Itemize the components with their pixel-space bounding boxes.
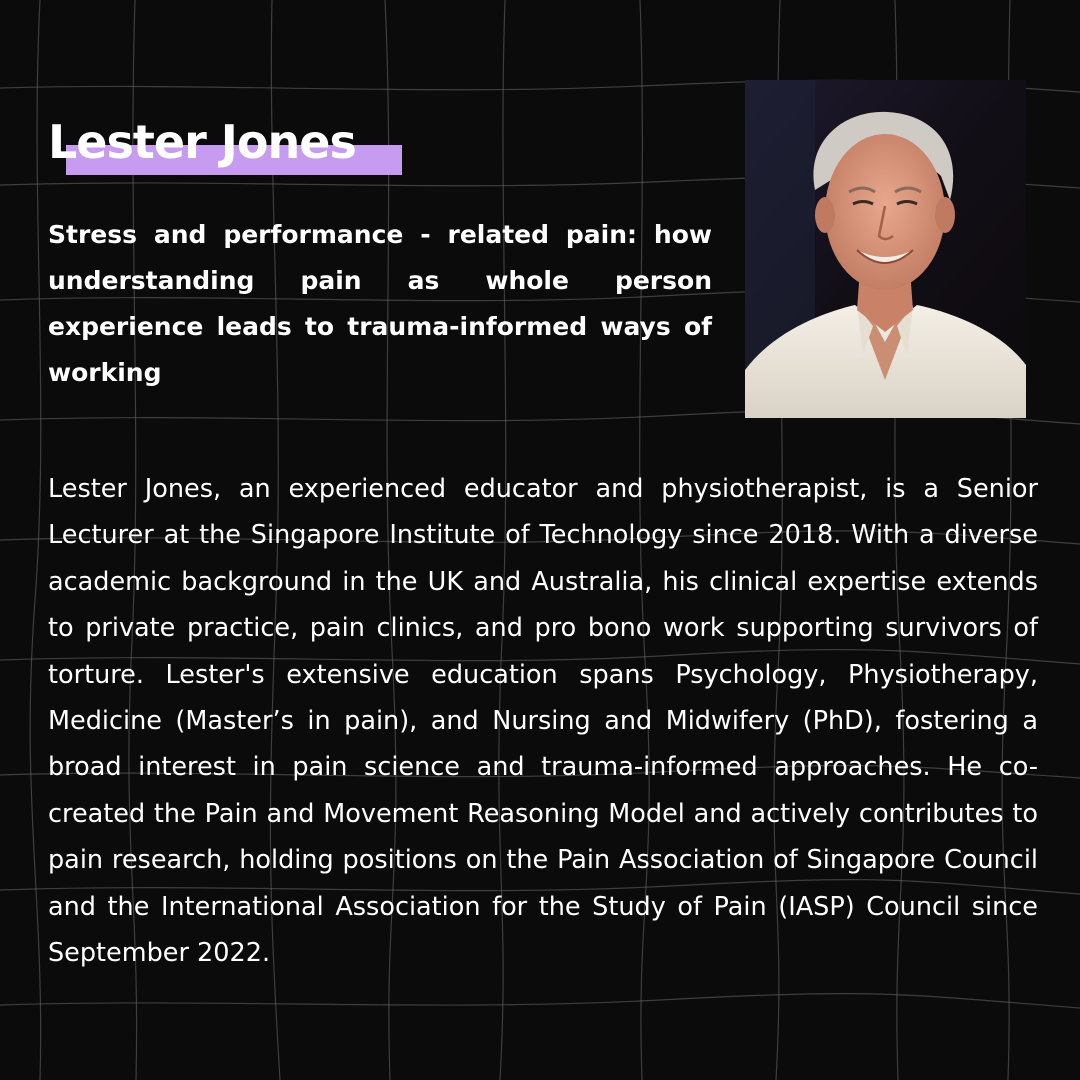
speaker-bio: Lester Jones, an experienced educator and physiotherapist, is a Senior Lecturer at the Singapore Institute of Technology since 2018. With a diverse academic background in the UK and Australia, his clinical expertise extends to private practice, pain clinics, and pro bono work supporting survivors of torture. Lester's extensive education spans Psychology, Physiotherapy, Medicine (Master’s in pain), and Nursing and Midwifery (PhD), fostering a broad interest in pain science and trauma-informed approaches. He co-created the Pain and Movement Reasoning Model and actively contributes to pain research, holding positions on the Pain Association of Singapore Council and the International Association for the Study of Pain (IASP) Council since September 2022. [48,474,1038,969]
speaker-name: Lester Jones [48,115,356,169]
talk-title: Stress and performance - related pain: how understanding pain as whole person experience leads to trauma-informed ways of working [48,220,712,387]
speaker-name-block [48,112,408,182]
speaker-photo [745,80,1026,418]
